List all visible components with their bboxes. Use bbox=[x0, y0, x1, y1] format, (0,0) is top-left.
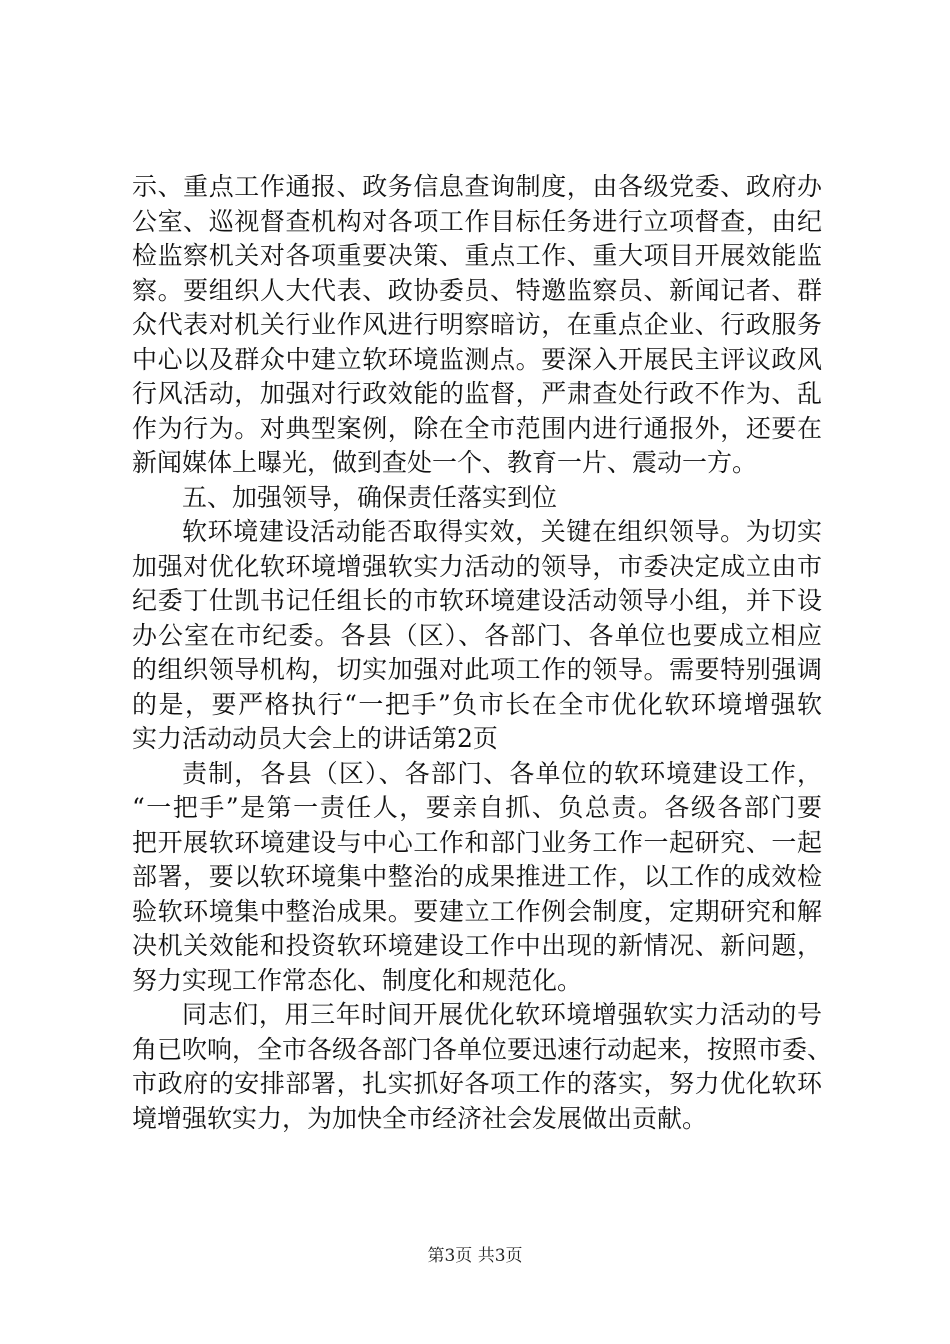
text-line: 中心以及群众中建立软环境监测点。要深入开展民主评议政风 bbox=[132, 344, 822, 374]
text-line: 加强对优化软环境增强软实力活动的领导，市委决定成立由市 bbox=[132, 551, 822, 581]
page-number: 第3页 共3页 bbox=[427, 1246, 523, 1266]
text-line: 作为行为。对典型案例，除在全市范围内进行通报外，还要在 bbox=[132, 413, 822, 443]
text-line: 角已吹响，全市各级各部门各单位要迅速行动起来，按照市委、 bbox=[132, 1034, 833, 1064]
text-line: 的是，要严格执行“一把手”负市长在全市优化软环境增强软 bbox=[132, 689, 822, 719]
text-line: 实力活动动员大会上的讲话第2页 bbox=[132, 724, 498, 753]
text-line: 部署，要以软环境集中整治的成果推进工作，以工作的成效检 bbox=[132, 862, 822, 891]
text-line: 察。要组织人大代表、政协委员、特邀监察员、新闻记者、群 bbox=[132, 275, 822, 305]
section-heading bbox=[132, 481, 822, 516]
text-line: 努力实现工作常态化、制度化和规范化。 bbox=[132, 965, 583, 995]
text-line: 的组织领导机构，切实加强对此项工作的领导。需要特别强调 bbox=[132, 655, 822, 684]
text-line: 众代表对机关行业作风进行明察暗访，在重点企业、行政服务 bbox=[132, 310, 822, 339]
text-line: “一把手”是第一责任人，要亲自抓、负总责。各级各部门要 bbox=[132, 793, 822, 822]
paragraph-1 bbox=[132, 170, 822, 481]
paragraph-5 bbox=[132, 998, 833, 1136]
text-line: 新闻媒体上曝光，做到查处一个、教育一片、震动一方。 bbox=[132, 448, 758, 477]
text-line: 决机关效能和投资软环境建设工作中出现的新情况、新问题， bbox=[132, 931, 822, 960]
page-footer bbox=[0, 1244, 950, 1268]
text-line: 行风活动，加强对行政效能的监督，严肃查处行政不作为、乱 bbox=[132, 379, 822, 408]
text-line: 公室、巡视督查机构对各项工作目标任务进行立项督查，由纪 bbox=[132, 206, 822, 236]
paragraph-3 bbox=[132, 515, 822, 757]
text-line: 示、重点工作通报、政务信息查询制度，由各级党委、政府办 bbox=[132, 172, 822, 201]
text-line: 把开展软环境建设与中心工作和部门业务工作一起研究、一起 bbox=[132, 827, 822, 857]
paragraph-4 bbox=[132, 757, 822, 999]
text-line: 办公室在市纪委。各县（区）、各部门、各单位也要成立相应 bbox=[132, 620, 822, 650]
heading-line: 五、加强领导，确保责任落实到位 bbox=[182, 482, 558, 512]
text-line: 检监察机关对各项重要决策、重点工作、重大项目开展效能监 bbox=[132, 241, 822, 270]
text-line: 市政府的安排部署，扎实抓好各项工作的落实，努力优化软环 bbox=[132, 1069, 822, 1098]
text-line: 验软环境集中整治成果。要建立工作例会制度，定期研究和解 bbox=[132, 896, 822, 926]
document-body bbox=[132, 170, 833, 1136]
text-line: 纪委丁仕凯书记任组长的市软环境建设活动领导小组，并下设 bbox=[132, 586, 822, 615]
text-line: 境增强软实力，为加快全市经济社会发展做出贡献。 bbox=[132, 1103, 708, 1133]
text-line: 同志们，用三年时间开展优化软环境增强软实力活动的号 bbox=[182, 1000, 822, 1029]
text-line: 软环境建设活动能否取得实效，关键在组织领导。为切实 bbox=[182, 517, 822, 546]
text-line: 责制，各县（区）、各部门、各单位的软环境建设工作， bbox=[182, 758, 822, 788]
